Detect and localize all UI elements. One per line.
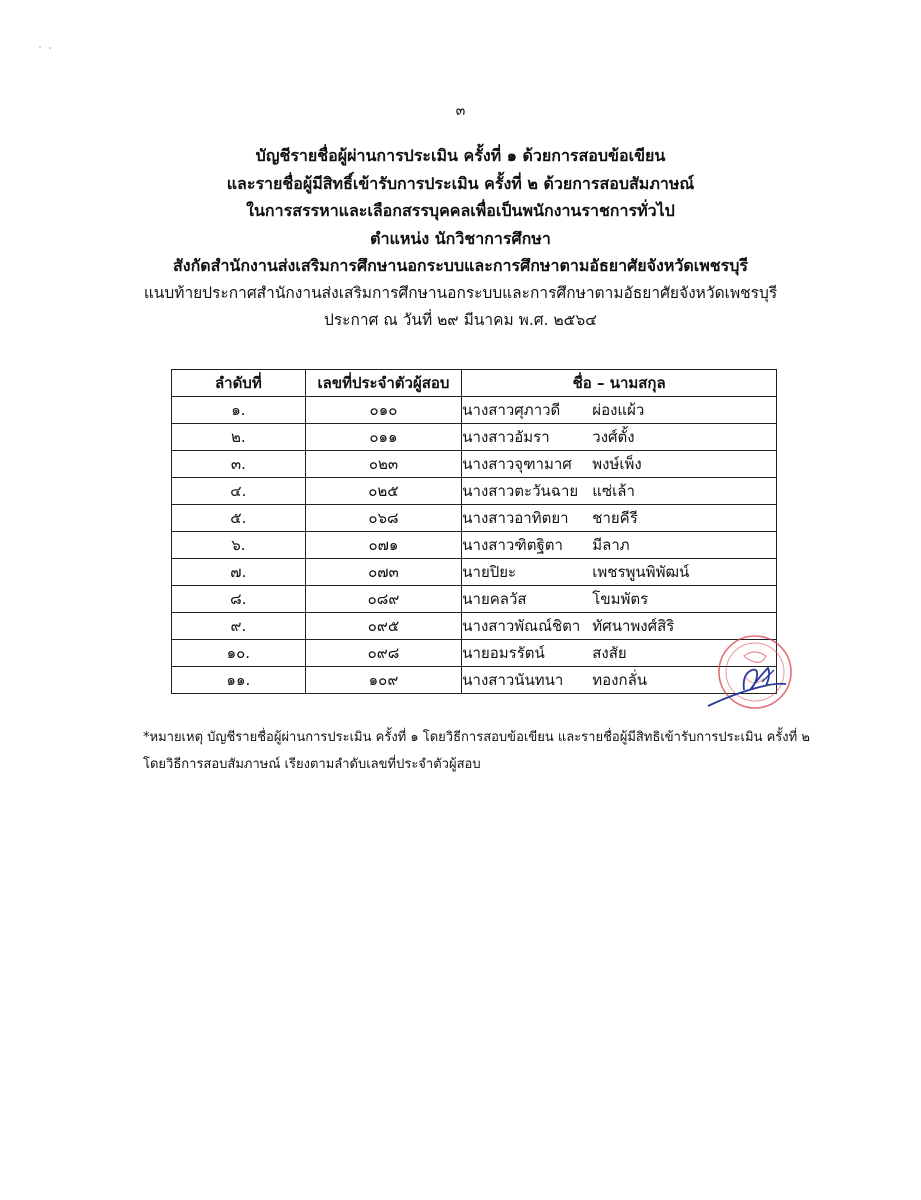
row-full-name — [462, 532, 777, 559]
row-last-name: พงษ์เพ็ง — [592, 455, 642, 473]
row-first-name: นายปิยะ — [462, 563, 517, 581]
attachment-line: แนบท้ายประกาศสำนักงานส่งเสริมการศึกษานอกระบบและการศึกษาตามอัธยาศัยจังหวัดเพชรบุรี — [143, 283, 778, 302]
row-last-name: เพชรพูนพิพัฒน์ — [592, 563, 690, 581]
table-row — [172, 613, 777, 640]
scan-speck — [38, 44, 58, 50]
row-first-name: นางสาวพัณณ์ชิตา — [462, 617, 581, 635]
remark-line-2: โดยวิธีการสอบสัมภาษณ์ เรียงตามลำดับเลขที่ประจำตัวผู้สอบ — [143, 757, 481, 772]
row-full-name — [462, 451, 777, 478]
header-sequence: ลำดับที่ — [172, 370, 306, 397]
table-row — [172, 586, 777, 613]
row-sequence: ๖. — [172, 532, 306, 559]
table-row — [172, 559, 777, 586]
row-first-name: นางสาวจุฑามาศ — [462, 455, 572, 473]
table-row — [172, 532, 777, 559]
row-full-name — [462, 424, 777, 451]
row-last-name: วงศ์ตั้ง — [592, 428, 635, 446]
row-exam-id: ๐๙๕ — [305, 613, 462, 640]
row-first-name: นางสาวศุภาวดี — [462, 401, 561, 419]
row-exam-id: ๐๑๑ — [305, 424, 462, 451]
row-first-name: นางสาวฑิตฐิตา — [462, 536, 563, 554]
row-sequence: ๒. — [172, 424, 306, 451]
row-sequence: ๕. — [172, 505, 306, 532]
row-exam-id: ๐๖๘ — [305, 505, 462, 532]
row-first-name: นางสาวอัมรา — [462, 428, 550, 446]
row-exam-id: ๐๑๐ — [305, 397, 462, 424]
heading-line-4: ตำแหน่ง นักวิชาการศึกษา — [370, 228, 551, 248]
row-exam-id: ๐๒๓ — [305, 451, 462, 478]
row-first-name: นางสาวนันทนา — [462, 671, 564, 689]
row-last-name: ชายคีรี — [592, 509, 638, 527]
page-number: ๓ — [455, 103, 466, 119]
row-full-name — [462, 586, 777, 613]
official-seal-with-signature — [700, 632, 795, 712]
row-exam-id: ๐๙๘ — [305, 640, 462, 667]
table-header-row — [172, 370, 777, 397]
row-last-name: สงสัย — [592, 644, 627, 662]
header-exam-id: เลขที่ประจำตัวผู้สอบ — [305, 370, 462, 397]
row-sequence: ๗. — [172, 559, 306, 586]
row-last-name: ทัศนาพงศ์สิริ — [592, 617, 675, 635]
heading-line-5: สังกัดสำนักงานส่งเสริมการศึกษานอกระบบและการศึกษาตามอัธยาศัยจังหวัดเพชรบุรี — [173, 256, 748, 275]
row-sequence: ๑๑. — [172, 667, 306, 694]
row-first-name: นางสาวอาทิตยา — [462, 509, 569, 527]
row-sequence: ๑๐. — [172, 640, 306, 667]
row-first-name: นายคลวัส — [462, 590, 527, 608]
row-full-name — [462, 397, 777, 424]
row-full-name — [462, 559, 777, 586]
row-sequence: ๔. — [172, 478, 306, 505]
header-full-name: ชื่อ – นามสกุล — [462, 370, 777, 397]
row-sequence: ๘. — [172, 586, 306, 613]
row-last-name: แซ่เล้า — [592, 482, 635, 500]
row-sequence: ๓. — [172, 451, 306, 478]
row-full-name — [462, 505, 777, 532]
remark-note — [143, 724, 823, 778]
heading-line-2: และรายชื่อผู้มีสิทธิ์เข้ารับการประเมิน ครั้งที่ ๒ ด้วยการสอบสัมภาษณ์ — [226, 173, 695, 193]
results-table — [171, 369, 777, 694]
row-last-name: ผ่องแผ้ว — [592, 401, 645, 419]
heading-line-1: บัญชีรายชื่อผู้ผ่านการประเมิน ครั้งที่ ๑ ด้วยการสอบข้อเขียน — [255, 146, 666, 165]
remark-line-1: *หมายเหตุ บัญชีรายชื่อผู้ผ่านการประเมิน ครั้งที่ ๑ โดยวิธีการสอบข้อเขียน และรายชื่อผู้มีสิทธิเข้ารับการประเมิน ครั้งที่ ๒ — [143, 730, 810, 745]
row-exam-id: ๐๗๓ — [305, 559, 462, 586]
announcement-date: ประกาศ ณ วันที่ ๒๙ มีนาคม พ.ศ. ๒๕๖๔ — [324, 311, 597, 329]
heading-line-3: ในการสรรหาและเลือกสรรบุคคลเพื่อเป็นพนักงานราชการทั่วไป — [246, 201, 675, 220]
row-last-name: มีลาภ — [592, 536, 630, 554]
table-row — [172, 478, 777, 505]
document-heading — [0, 142, 921, 335]
table-row — [172, 424, 777, 451]
table-row — [172, 397, 777, 424]
table-row — [172, 451, 777, 478]
row-full-name — [462, 478, 777, 505]
table-row — [172, 505, 777, 532]
row-exam-id: ๑๐๙ — [305, 667, 462, 694]
row-first-name: นายอมรรัตน์ — [462, 644, 545, 662]
row-sequence: ๑. — [172, 397, 306, 424]
row-last-name: โขมพัตร — [592, 590, 649, 608]
table-row — [172, 640, 777, 667]
table-body — [172, 397, 777, 694]
row-exam-id: ๐๒๕ — [305, 478, 462, 505]
row-sequence: ๙. — [172, 613, 306, 640]
row-exam-id: ๐๗๑ — [305, 532, 462, 559]
row-first-name: นางสาวตะวันฉาย — [462, 482, 579, 500]
row-last-name: ทองกลั่น — [592, 671, 648, 689]
table-row — [172, 667, 777, 694]
row-exam-id: ๐๘๙ — [305, 586, 462, 613]
